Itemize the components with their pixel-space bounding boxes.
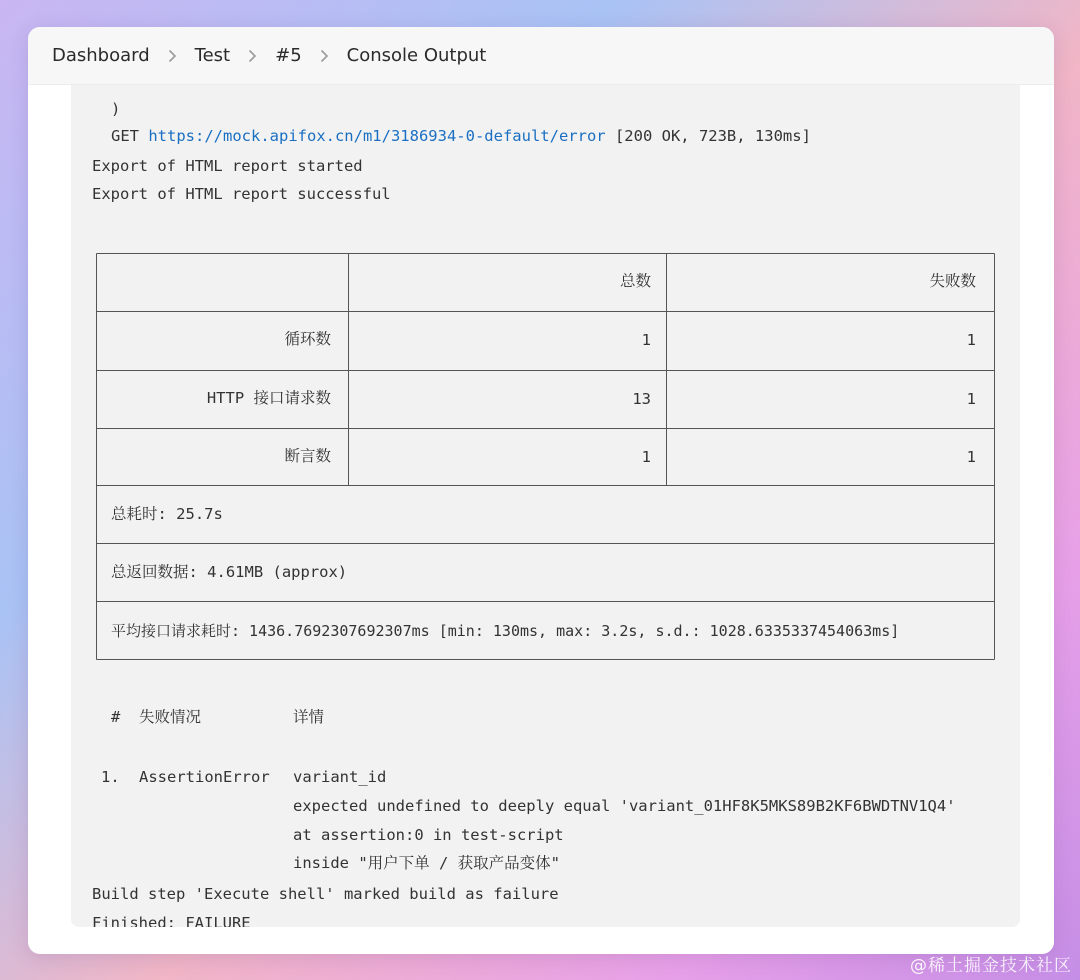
failures-header-detail: 详情 <box>293 708 325 726</box>
jenkins-window <box>28 27 1054 954</box>
watermark-text: @稀土掘金技术社区 <box>910 956 1072 976</box>
breadcrumb-dashboard[interactable]: Dashboard <box>52 45 150 66</box>
table-row-total: 1 <box>641 331 651 349</box>
failures-header-num: # <box>111 708 121 726</box>
build-step-line: Build step 'Execute shell' marked build as failure <box>92 885 559 903</box>
failure-detail-line: variant_id <box>293 768 387 786</box>
finished-line: Finished: FAILURE <box>92 914 251 927</box>
failure-type: AssertionError <box>139 768 270 786</box>
table-row-total: 1 <box>641 448 651 466</box>
chevron-right-icon <box>168 49 177 63</box>
failures-header-failure: 失败情况 <box>139 708 202 726</box>
total-time-text: 总耗时: 25.7s <box>111 505 223 523</box>
breadcrumb-console-output[interactable]: Console Output <box>346 45 487 66</box>
export-started-line: Export of HTML report started <box>92 157 363 175</box>
table-header-failed: 失败数 <box>929 272 976 290</box>
failure-index: 1. <box>101 768 120 786</box>
total-data-text: 总返回数据: 4.61MB (approx) <box>111 563 348 581</box>
failure-detail-line: expected undefined to deeply equal 'variant_01HF8K5MKS89B2KF6BWDTNV1Q4' <box>293 797 956 815</box>
request-url-link[interactable]: https://mock.apifox.cn/m1/3186934-0-default/error <box>148 127 606 145</box>
request-method: GET <box>111 127 139 145</box>
export-success-line: Export of HTML report successful <box>92 185 391 203</box>
breadcrumb-test[interactable]: Test <box>194 45 231 66</box>
table-row-failed: 1 <box>966 331 976 349</box>
table-header-total: 总数 <box>619 272 651 290</box>
table-row-failed: 1 <box>966 390 976 408</box>
avg-time-text: 平均接口请求耗时: 1436.7692307692307ms [min: 130ms, max: 3.2s, s.d.: 1028.6335337454063ms] <box>111 622 900 640</box>
table-row-total: 13 <box>632 390 651 408</box>
breadcrumb-build-5[interactable]: #5 <box>275 45 302 66</box>
summary-table-borders <box>71 85 1020 685</box>
failure-detail-line: at assertion:0 in test-script <box>293 826 564 844</box>
table-row-label: 循环数 <box>284 330 331 348</box>
console-fragment: ) <box>111 100 121 118</box>
chevron-right-icon <box>320 49 329 63</box>
breadcrumb <box>28 27 1054 85</box>
request-result: [200 OK, 723B, 130ms] <box>614 127 811 145</box>
failure-detail-line: inside "用户下单 / 获取产品变体" <box>293 854 560 872</box>
console-output <box>71 85 1020 927</box>
table-row-label: 断言数 <box>284 447 331 465</box>
table-row-failed: 1 <box>966 448 976 466</box>
chevron-right-icon <box>248 49 257 63</box>
table-row-label: HTTP 接口请求数 <box>206 389 331 407</box>
